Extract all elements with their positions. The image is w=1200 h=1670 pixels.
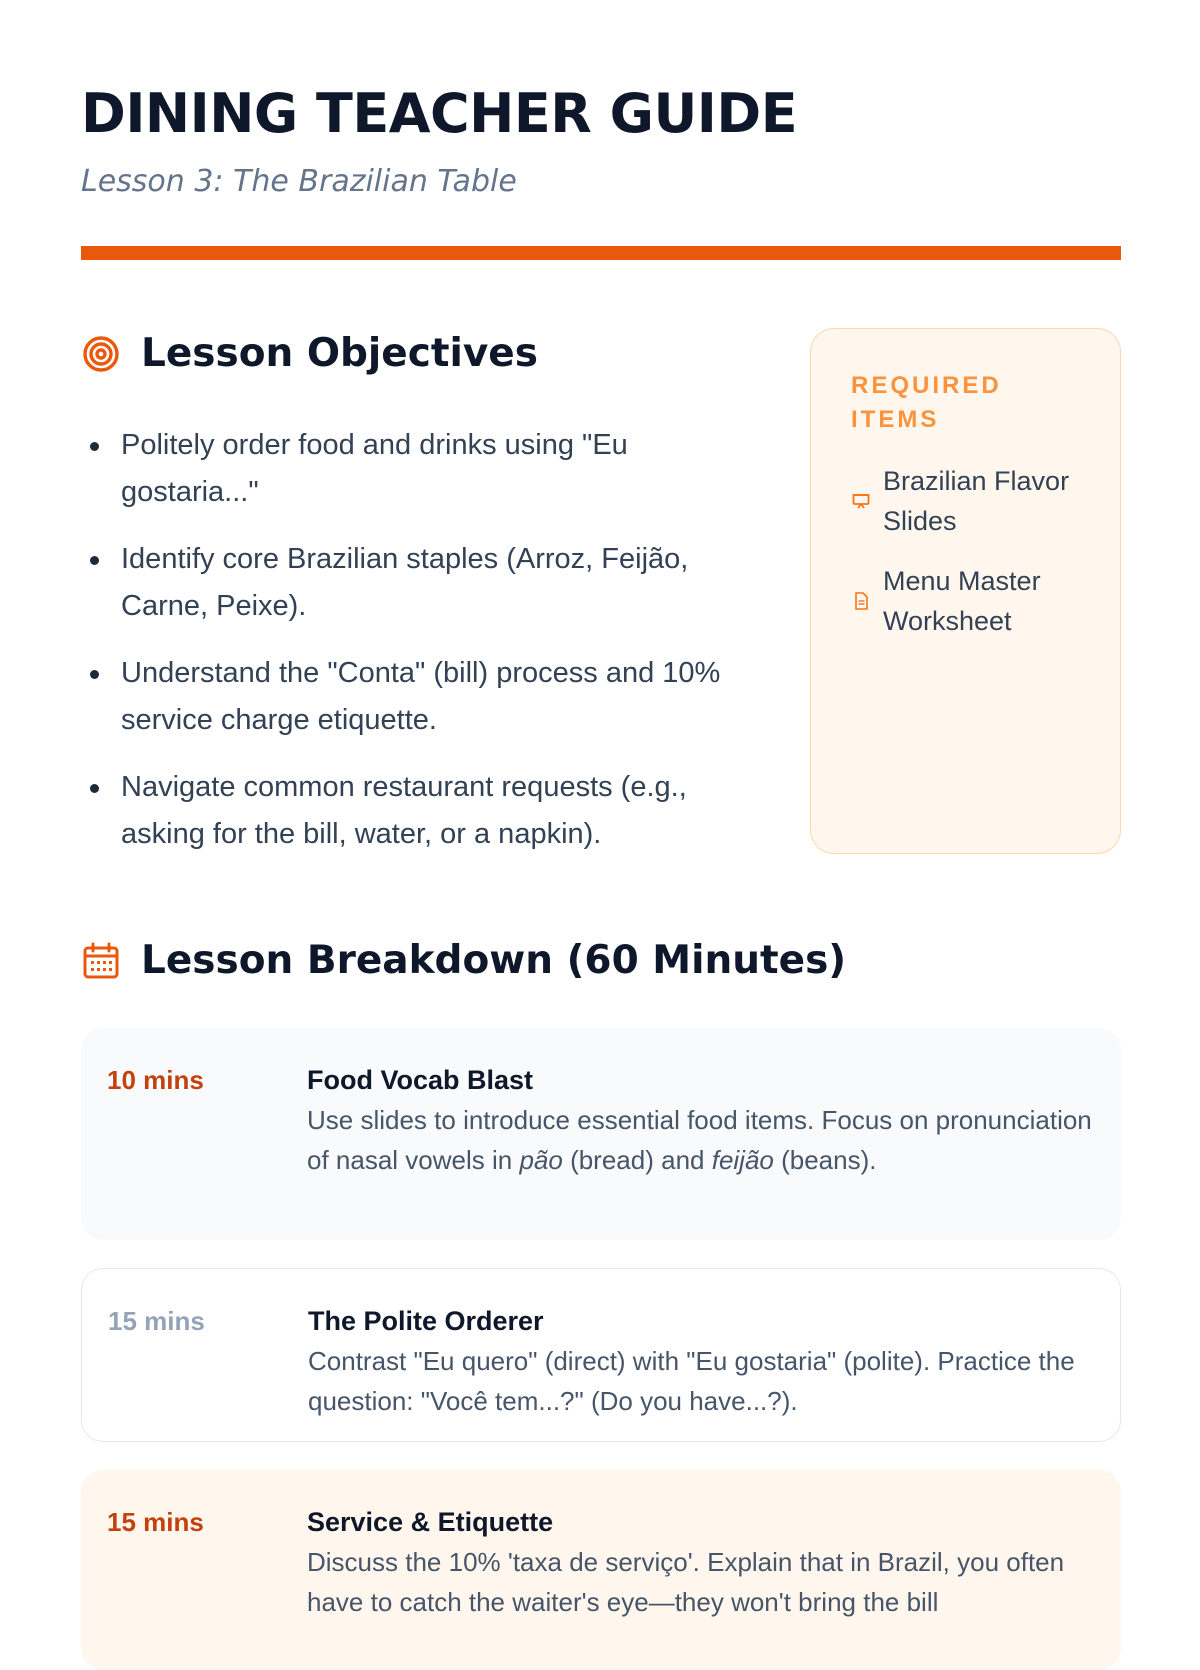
list-item: Navigate common restaurant requests (e.g., asking for the bill, water, or a napkin).: [81, 764, 761, 858]
required-item-label: Brazilian Flavor Slides: [883, 466, 1070, 536]
target-icon: [81, 334, 121, 374]
list-item: Politely order food and drinks using "Eu gostaria...": [81, 422, 761, 516]
required-items-title: REQUIRED ITEMS: [851, 372, 1002, 433]
block-description: Contrast "Eu quero" (direct) with "Eu gostaria" (polite). Practice the question: "Você tem...?" (Do you have...?).: [308, 1346, 1075, 1416]
breakdown-title: Lesson Breakdown (60 Minutes): [141, 938, 847, 983]
page-subtitle: Lesson 3: The Brazilian Table: [81, 164, 517, 199]
block-description: Discuss the 10% 'taxa de serviço'. Explain that in Brazil, you often have to catch the waiter's eye—they won't bring the bill: [307, 1547, 1065, 1617]
timeline-block: [81, 1268, 1121, 1442]
calendar-icon: [81, 941, 121, 981]
objectives-title: Lesson Objectives: [141, 331, 538, 376]
block-title: Service & Etiquette: [307, 1507, 554, 1537]
block-description: Use slides to introduce essential food items. Focus on pronunciation of nasal vowels in pão (bread) and feijão (beans).: [307, 1105, 1092, 1175]
required-item-slides: [851, 461, 1080, 541]
block-title: Food Vocab Blast: [307, 1065, 534, 1095]
block-title: The Polite Orderer: [308, 1306, 544, 1336]
block-duration: 15 mins: [108, 1306, 205, 1336]
document-icon: [851, 591, 871, 611]
breakdown-heading: [81, 938, 846, 983]
teacher-guide-page: [81, 0, 1121, 1617]
block-duration: 15 mins: [107, 1507, 204, 1537]
block-duration: 10 mins: [107, 1065, 204, 1095]
objectives-list: [81, 422, 761, 878]
accent-divider: [81, 246, 1121, 260]
objectives-heading: [81, 331, 538, 376]
required-items-card: [810, 328, 1121, 854]
required-item-worksheet: [851, 561, 1080, 641]
required-item-label: Menu Master Worksheet: [883, 566, 1041, 636]
page-title: DINING TEACHER GUIDE: [81, 82, 798, 145]
timeline-block: [81, 1470, 1121, 1670]
timeline-block: [81, 1028, 1121, 1240]
list-item: Understand the "Conta" (bill) process and 10% service charge etiquette.: [81, 650, 761, 744]
presentation-icon: [851, 491, 871, 511]
list-item: Identify core Brazilian staples (Arroz, Feijão, Carne, Peixe).: [81, 536, 761, 630]
